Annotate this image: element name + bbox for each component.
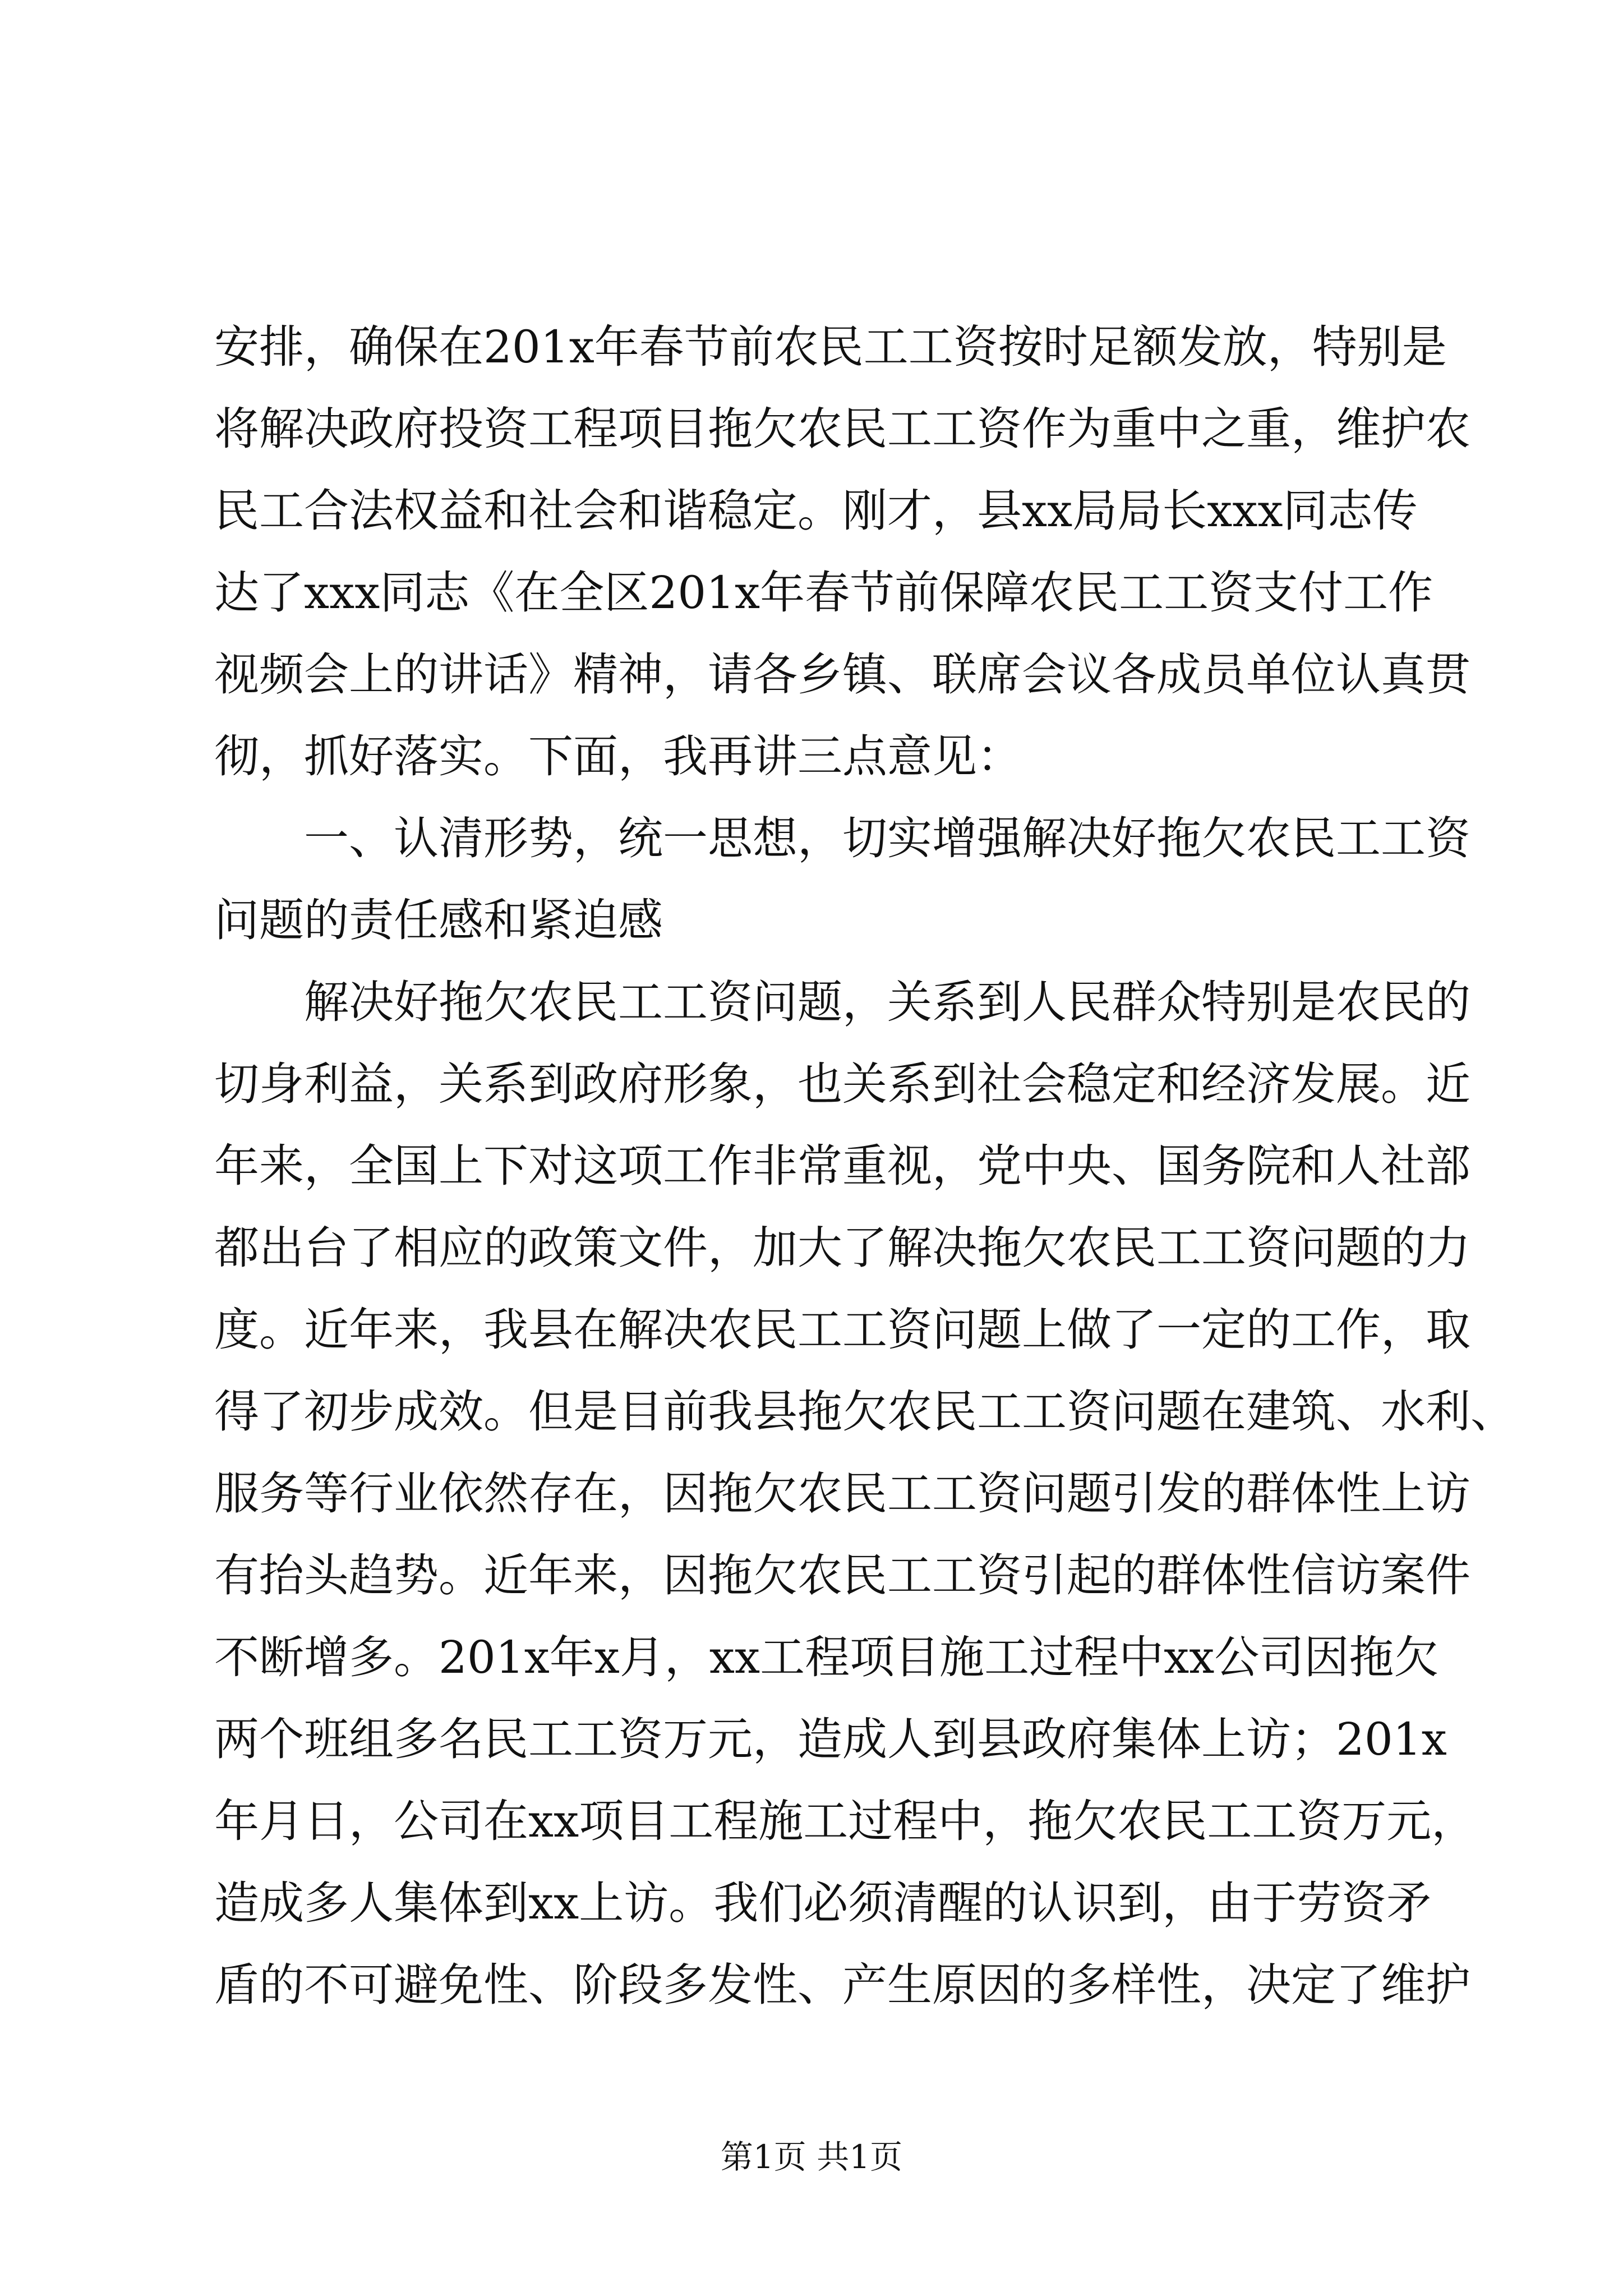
page-footer: 第1页 共1页 bbox=[720, 2138, 903, 2176]
text-line: 度。近年来，我县在解决农民工工资问题上做了一定的工作，取 bbox=[214, 1304, 1470, 1356]
text-line: 彻，抓好落实。下面，我再讲三点意见： bbox=[214, 730, 1022, 783]
text-line: 安排，确保在201x年春节前农民工工资按时足额发放，特别是 bbox=[214, 321, 1447, 373]
text-line: 服务等行业依然存在，因拖欠农民工工资问题引发的群体性上访 bbox=[214, 1467, 1470, 1520]
text-line: 有抬头趋势。近年来，因拖欠农民工工资引起的群体性信访案件 bbox=[214, 1549, 1470, 1602]
text-line: 解决好拖欠农民工工资问题，关系到人民群众特别是农民的 bbox=[304, 976, 1470, 1028]
text-line: 都出台了相应的政策文件，加大了解决拖欠农民工工资问题的力 bbox=[214, 1222, 1470, 1274]
text-line: 不断增多。201x年x月，xx工程项目施工过程中xx公司因拖欠 bbox=[214, 1631, 1439, 1683]
text-line: 视频会上的讲话》精神，请各乡镇、联席会议各成员单位认真贯 bbox=[214, 648, 1470, 701]
document-body bbox=[214, 306, 1515, 2026]
text-line: 造成多人集体到xx上访。我们必须清醒的认识到，由于劳资矛 bbox=[214, 1877, 1432, 1929]
text-line: 两个班组多名民工工资万元，造成人到县政府集体上访；201x bbox=[214, 1713, 1447, 1765]
text-line: 年月日，公司在xx项目工程施工过程中，拖欠农民工工资万元， bbox=[214, 1795, 1477, 1847]
text-line: 达了xxx同志《在全区201x年春节前保障农民工工资支付工作 bbox=[214, 567, 1433, 619]
text-line: 一、认清形势，统一思想，切实增强解决好拖欠农民工工资 bbox=[304, 812, 1470, 864]
text-line: 民工合法权益和社会和谐稳定。刚才，县xx局局长xxx同志传 bbox=[214, 485, 1418, 537]
text-line: 得了初步成效。但是目前我县拖欠农民工工资问题在建筑、水利、 bbox=[214, 1386, 1515, 1438]
text-line: 盾的不可避免性、阶段多发性、产生原因的多样性，决定了维护 bbox=[214, 1959, 1470, 2011]
text-line: 将解决政府投资工程项目拖欠农民工工资作为重中之重，维护农 bbox=[214, 403, 1470, 455]
text-line: 切身利益，关系到政府形象，也关系到社会稳定和经济发展。近 bbox=[214, 1058, 1470, 1110]
text-line: 年来，全国上下对这项工作非常重视，党中央、国务院和人社部 bbox=[214, 1140, 1470, 1192]
text-line: 问题的责任感和紧迫感 bbox=[214, 894, 663, 946]
